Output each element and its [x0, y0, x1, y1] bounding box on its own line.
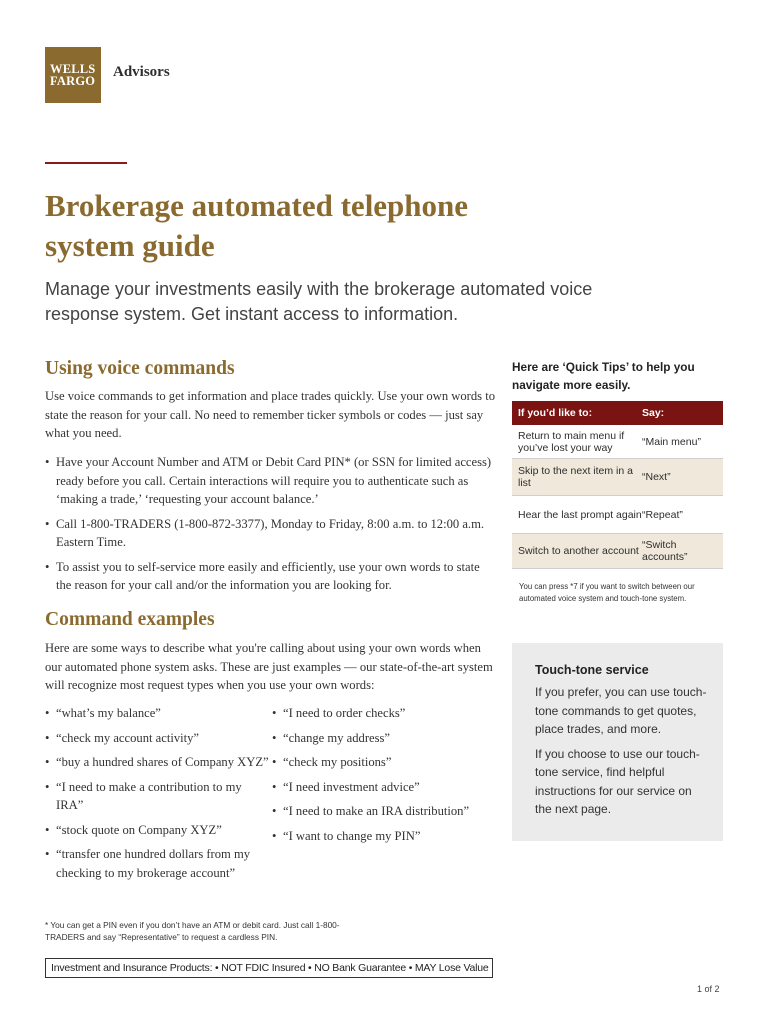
- list-item: • “check my account activity”: [45, 729, 270, 748]
- list-item: • “what’s my balance”: [45, 704, 270, 723]
- quick-tip-say: “Repeat”: [642, 508, 683, 521]
- table-row: [512, 425, 723, 459]
- list-item: • “change my address”: [272, 729, 502, 748]
- quick-tips-note: You can press *7 if you want to switch between our automated voice system and touch-tone system.: [519, 582, 695, 603]
- touch-tone-paragraph-1: If you prefer, you can use touch-tone commands to get quotes, place trades, and more.: [535, 685, 707, 736]
- list-item: • “I need to make an IRA distribution”: [272, 802, 502, 821]
- quick-tip-say: “Main menu”: [642, 435, 701, 448]
- quick-tip-action: Hear the last prompt again: [518, 508, 642, 521]
- quick-tips-header-row: [512, 401, 723, 425]
- wells-fargo-logo: [45, 47, 101, 103]
- quick-tip-say: “Switch accounts”: [642, 539, 688, 563]
- list-item: • Call 1-800-TRADERS (1-800-872-3377), Monday to Friday, 8:00 a.m. to 12:00 a.m. Eastern Time.: [45, 515, 495, 552]
- quick-tips-col2-header: Say:: [642, 407, 665, 419]
- table-row: [512, 459, 723, 496]
- title-accent-rule: [45, 162, 127, 164]
- brand-subname: Advisors: [113, 64, 170, 80]
- touch-tone-paragraph-2: If you choose to use our touch-tone service, find helpful instructions for our service on the next page.: [535, 746, 700, 816]
- list-item: • “I need investment advice”: [272, 778, 502, 797]
- examples-list-left: [45, 704, 270, 888]
- table-row: [512, 496, 723, 534]
- logo-line-2: FARGO: [50, 74, 96, 88]
- command-examples-heading: Command examples: [45, 609, 215, 630]
- list-item: • “check my positions”: [272, 753, 502, 772]
- voice-commands-heading: Using voice commands: [45, 358, 235, 379]
- voice-commands-list: [45, 453, 495, 601]
- pin-footnote: * You can get a PIN even if you don’t have an ATM or debit card. Just call 1-800-TRADERS and say “Representative” to request a cardless PIN.: [45, 920, 340, 942]
- voice-commands-intro: Use voice commands to get information and place trades quickly. Use your own words to state the reason for your call. No need to remember ticker symbols or codes — just say what you need.: [45, 389, 495, 440]
- page-subtitle: Manage your investments easily with the brokerage automated voice response system. Get instant access to information.: [45, 279, 593, 324]
- quick-tips-intro: Here are ‘Quick Tips’ to help you navigate more easily.: [512, 360, 695, 392]
- quick-tip-action: Return to main menu if you’ve lost your way: [518, 429, 625, 454]
- list-item: • Have your Account Number and ATM or Debit Card PIN* (or SSN for limited access) ready before you call. Certain interactions will require you to authenticate such as ‘making a trade,’ ‘requesting your account balance.’: [45, 453, 495, 509]
- list-item: • “I need to make a contribution to my IRA”: [45, 778, 270, 815]
- quick-tip-say: “Next”: [642, 471, 671, 483]
- quick-tips-table: [512, 401, 723, 569]
- logo-line-1: WELLS: [50, 62, 96, 76]
- quick-tips-col1-header: If you’d like to:: [518, 407, 593, 419]
- examples-list-right: [272, 704, 502, 851]
- list-item: • “I need to order checks”: [272, 704, 502, 723]
- quick-tip-action: Switch to another account: [518, 545, 639, 557]
- fdic-disclosure-box: Investment and Insurance Products: • NOT FDIC Insured • NO Bank Guarantee • MAY Lose Value: [45, 958, 493, 978]
- page-number: 1 of 2: [697, 984, 720, 994]
- list-item: • “transfer one hundred dollars from my checking to my brokerage account”: [45, 845, 270, 882]
- table-row: [512, 534, 723, 569]
- touch-tone-title: Touch-tone service: [535, 663, 649, 677]
- page-title: Brokerage automated telephone system guide: [45, 188, 469, 263]
- list-item: • “I want to change my PIN”: [272, 827, 502, 846]
- quick-tip-action: Skip to the next item in a list: [518, 465, 633, 489]
- list-item: • To assist you to self-service more easily and efficiently, use your own words to state the reason for your call and/or the information you are looking for.: [45, 558, 495, 595]
- command-examples-intro: Here are some ways to describe what you're calling about using your own words when our automated phone system asks. These are just examples — our state-of-the-art system will recognize most request types when you use your own words:: [45, 641, 493, 692]
- touch-tone-callout: [512, 643, 723, 841]
- list-item: • “buy a hundred shares of Company XYZ”: [45, 753, 270, 772]
- list-item: • “stock quote on Company XYZ”: [45, 821, 270, 840]
